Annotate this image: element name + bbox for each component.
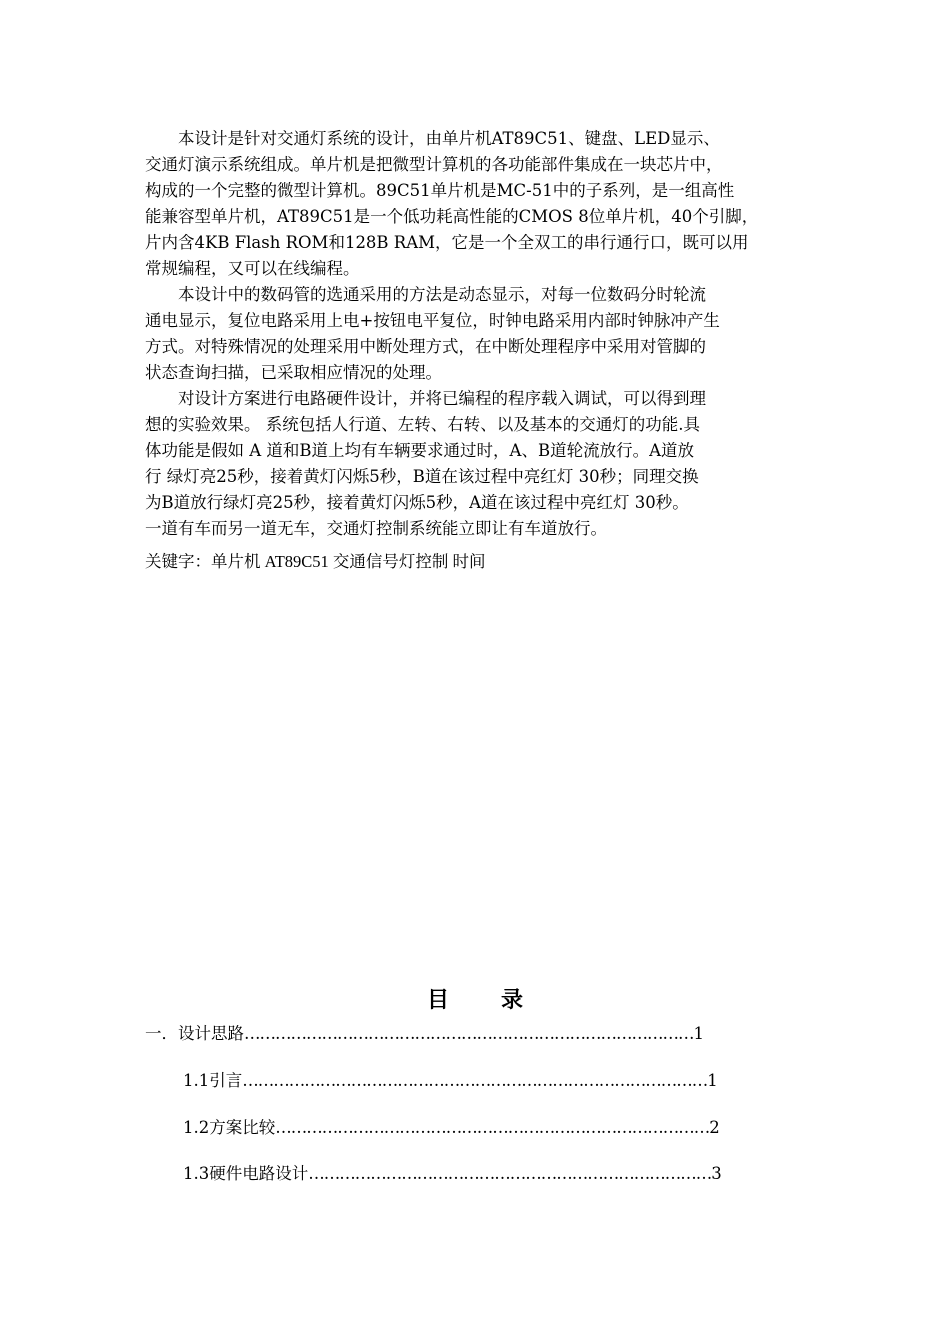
toc-entry-1-2[interactable]	[183, 1117, 720, 1139]
toc-entry-page: 1	[707, 1071, 718, 1090]
toc-entry-page: 1	[693, 1024, 704, 1043]
toc-entry-1-1[interactable]	[183, 1070, 718, 1092]
toc-title-part2: 录	[501, 988, 524, 1013]
abstract-line: 交通灯演示系统组成。单片机是把微型计算机的各功能部件集成在一块芯片中，	[145, 155, 723, 174]
abstract-line: 对设计方案进行电路硬件设计，并将已编程的程序载入调试，可以得到理	[145, 389, 706, 408]
abstract-line: 体功能是假如 A 道和B道上均有车辆要求通过时，A、B道轮流放行。A道放	[145, 441, 694, 460]
toc-entry-1-3[interactable]	[183, 1163, 722, 1185]
abstract-line: 通电显示，复位电路采用上电+按钮电平复位，时钟电路采用内部时钟脉冲产生	[145, 311, 720, 330]
abstract-line: 为B道放行绿灯亮25秒，接着黄灯闪烁5秒，A道在该过程中亮红灯 30秒。	[145, 493, 689, 512]
abstract-line: 本设计中的数码管的选通采用的方法是动态显示，对每一位数码分时轮流	[145, 285, 706, 304]
toc-leader-dots: ……………………………………………………………………	[308, 1164, 712, 1183]
abstract-line: 常规编程，又可以在线编程。	[145, 259, 360, 278]
toc-title	[0, 983, 950, 1014]
abstract-line: 片内含4KB Flash ROM和128B RAM，它是一个全双工的串行通行口，既可以用	[145, 233, 749, 252]
toc-leader-dots: …………………………………………………………………………	[275, 1118, 710, 1137]
abstract-line: 本设计是针对交通灯系统的设计，由单片机AT89C51、键盘、LED显示、	[145, 129, 720, 148]
keywords-line: 关键字：单片机 AT89C51 交通信号灯控制 时间	[145, 552, 486, 571]
toc-entry-label: 1.1引言	[183, 1071, 243, 1090]
toc-entry-page: 2	[709, 1118, 720, 1137]
toc-entry-page: 3	[711, 1164, 722, 1183]
toc-leader-dots: ………………………………………………………………………………	[242, 1071, 708, 1090]
abstract-line: 想的实验效果。 系统包括人行道、左转、右转、以及基本的交通灯的功能.具	[145, 415, 700, 434]
toc-leader-dots: ……………………………………………………………………………	[244, 1024, 694, 1043]
abstract-line: 能兼容型单片机，AT89C51是一个低功耗高性能的CMOS 8位单片机，40个引脚，	[145, 207, 759, 226]
toc-entry-label: 1.3硬件电路设计	[183, 1164, 309, 1183]
abstract-body	[145, 126, 825, 542]
toc-entry-label: 1.2方案比较	[183, 1118, 276, 1137]
abstract-line: 一道有车而另一道无车，交通灯控制系统能立即让有车道放行。	[145, 519, 607, 538]
toc-title-part1: 目	[426, 988, 449, 1013]
abstract-line: 状态查询扫描，已采取相应情况的处理。	[145, 363, 442, 382]
toc-entry-1[interactable]	[145, 1023, 704, 1045]
abstract-line: 行 绿灯亮25秒，接着黄灯闪烁5秒，B道在该过程中亮红灯 30秒；同理交换	[145, 467, 699, 486]
toc-entry-label: 一．设计思路	[145, 1024, 244, 1043]
abstract-line: 方式。对特殊情况的处理采用中断处理方式，在中断处理程序中采用对管脚的	[145, 337, 706, 356]
abstract-line: 构成的一个完整的微型计算机。89C51单片机是MC-51中的子系列，是一组高性	[145, 181, 735, 200]
